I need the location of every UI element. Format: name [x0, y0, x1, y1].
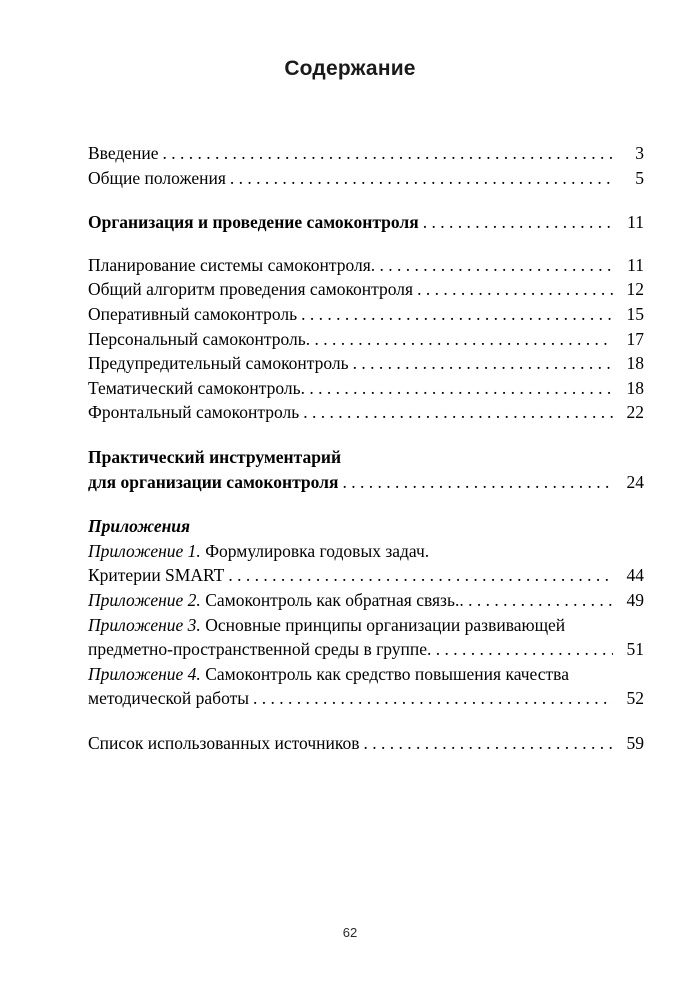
toc-entry-page-number: 59 — [626, 732, 644, 753]
toc-leader-dots — [419, 210, 613, 235]
toc-entry-page-number: 51 — [626, 639, 644, 660]
toc-entry-label — [88, 588, 459, 613]
toc-entry-label: Персональный самоконтроль — [88, 328, 306, 349]
toc-entry-page-number: 18 — [626, 377, 644, 398]
toc-entry[interactable] — [88, 141, 644, 166]
toc-leader-dots — [459, 588, 613, 613]
toc-leader-dots — [299, 400, 613, 425]
toc-entry-label: Тематический самоконтроль — [88, 377, 301, 398]
toc-entry[interactable] — [88, 731, 644, 756]
toc-entry-appendix-marker: Приложение 4. — [88, 663, 201, 684]
toc-entry-appendix-marker: Приложение 2. — [88, 589, 201, 610]
toc-entry-label: Приложения — [88, 516, 191, 537]
toc-entry-appendix-title: Самоконтроль как средство повышения качества — [200, 663, 569, 684]
toc-leader-dots — [226, 166, 613, 191]
toc-entry-appendix-title: Основные принципы организации развивающей — [200, 614, 566, 635]
toc-entry-label: Введение — [88, 143, 159, 163]
toc-entry-page-number: 17 — [626, 328, 644, 349]
toc-entry-page-number: 11 — [627, 212, 644, 233]
toc-entry[interactable] — [88, 613, 644, 638]
toc-entry[interactable] — [88, 277, 644, 302]
toc-entry[interactable] — [88, 563, 644, 588]
toc-entry-appendix-title: Самоконтроль как обратная связь. — [200, 589, 460, 610]
toc-leader-dots — [427, 637, 613, 662]
toc-entry[interactable] — [88, 470, 644, 495]
toc-leader-dots — [224, 563, 613, 588]
table-of-contents — [88, 141, 644, 755]
toc-entry[interactable] — [88, 327, 644, 352]
toc-entry[interactable] — [88, 302, 644, 327]
toc-entry-label: Фронтальный самоконтроль — [88, 402, 300, 423]
toc-entry-label: Список использованных источников — [88, 732, 360, 753]
toc-leader-dots — [301, 376, 613, 401]
toc-entry-page-number: 12 — [626, 279, 644, 300]
toc-entry[interactable] — [88, 637, 644, 662]
toc-leader-dots — [306, 327, 613, 352]
toc-leader-dots — [159, 141, 613, 166]
toc-leader-dots — [349, 351, 613, 376]
toc-entry-page-number: 22 — [626, 402, 644, 423]
toc-entry-page-number: 11 — [627, 254, 644, 275]
toc-entry-page-number: 49 — [626, 589, 644, 610]
toc-entry-page-number: 3 — [635, 143, 644, 163]
toc-entry-page-number: 15 — [626, 303, 644, 324]
toc-leader-dots — [360, 731, 613, 756]
toc-entry-page-number: 24 — [626, 471, 644, 492]
toc-leader-dots — [413, 277, 613, 302]
toc-entry[interactable] — [88, 400, 644, 425]
toc-entry[interactable] — [88, 253, 644, 278]
toc-entry-page-number: 5 — [635, 167, 644, 188]
toc-entry-label: Практический инструментарий — [88, 446, 342, 467]
toc-entry[interactable] — [88, 351, 644, 376]
toc-leader-dots — [297, 302, 613, 327]
toc-entry[interactable] — [88, 210, 644, 235]
toc-entry-label: методической работы — [88, 688, 249, 709]
page-title: Содержание — [284, 57, 416, 80]
toc-entry-label: Общий алгоритм проведения самоконтроля — [88, 279, 414, 300]
toc-entry[interactable] — [88, 686, 644, 711]
toc-entry-label: для организации самоконтроля — [88, 471, 339, 492]
toc-entry-label: предметно-пространственной среды в группе — [88, 639, 428, 660]
toc-entry[interactable] — [88, 662, 644, 687]
toc-entry[interactable] — [88, 514, 644, 539]
toc-entry-label: Общие положения — [88, 167, 226, 188]
page-folio-number: 62 — [342, 925, 358, 940]
toc-leader-dots — [371, 253, 613, 278]
toc-entry[interactable] — [88, 166, 644, 191]
toc-entry-appendix-title: Формулировка годовых задач. — [200, 540, 430, 561]
toc-entry[interactable] — [88, 376, 644, 401]
toc-entry-label: Организация и проведение самоконтроля — [88, 212, 419, 233]
toc-entry-label: Критерии SMART — [88, 565, 225, 586]
toc-entry-label — [88, 613, 565, 638]
toc-entry-page-number: 44 — [626, 565, 644, 586]
toc-entry-label — [88, 662, 569, 687]
toc-entry-appendix-marker: Приложение 3. — [88, 614, 201, 635]
toc-leader-dots — [249, 686, 613, 711]
toc-entry-label: Оперативный самоконтроль — [88, 303, 298, 324]
toc-entry[interactable] — [88, 539, 644, 564]
toc-leader-dots — [338, 470, 613, 495]
toc-entry[interactable] — [88, 445, 644, 470]
toc-entry-label — [88, 539, 429, 564]
toc-entry-appendix-marker: Приложение 1. — [88, 540, 201, 561]
toc-entry[interactable] — [88, 588, 644, 613]
toc-entry-page-number: 18 — [626, 353, 644, 374]
toc-entry-label: Планирование системы самоконтроля — [88, 254, 371, 275]
toc-entry-page-number: 52 — [626, 688, 644, 709]
toc-entry-label: Предупредительный самоконтроль — [88, 353, 349, 374]
